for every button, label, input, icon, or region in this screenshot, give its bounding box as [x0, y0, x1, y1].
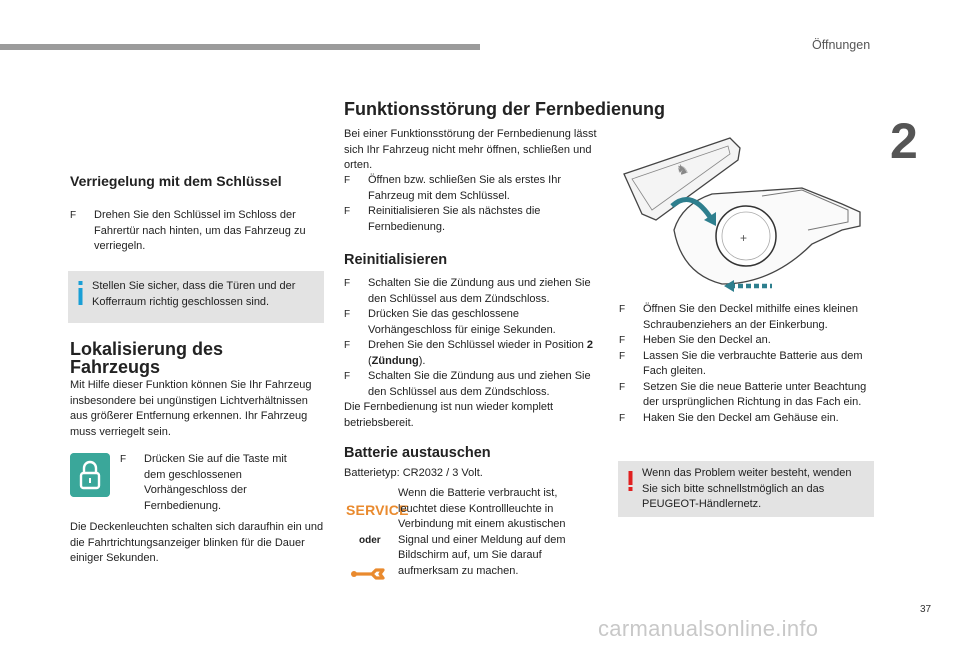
- reinit-done-text: Die Fernbedienung ist nun wieder komplett betriebsbereit.: [344, 401, 554, 429]
- battery-change-steps: [619, 302, 875, 426]
- heading-battery: Batterie austauschen: [344, 445, 491, 461]
- wrench-icon: [350, 562, 386, 582]
- lock-button-step: [120, 452, 290, 514]
- list-item: F Schalten Sie die Zündung aus und ziehen Sie den Schlüssel aus dem Zündschloss.: [344, 277, 591, 305]
- svg-text:+: +: [740, 231, 748, 245]
- fault-intro: Bei einer Funktionsstörung der Fernbedienung lässt sich Ihr Fahrzeug nicht mehr öffnen, schließen und orten.: [344, 128, 597, 171]
- warning-icon: [628, 471, 633, 491]
- list-item: F Haken Sie den Deckel am Gehäuse ein.: [619, 411, 839, 424]
- oder-label: oder: [359, 535, 381, 546]
- heading-remote-fault: Funktionsstörung der Fernbedienung: [344, 99, 665, 119]
- info-box: [68, 271, 324, 323]
- padlock-closed-icon: [70, 453, 110, 497]
- chapter-number: 2: [890, 113, 918, 169]
- key-lock-step: [70, 208, 326, 255]
- key-battery-illustration: [612, 134, 862, 298]
- lights-text: Die Deckenleuchten schalten sich daraufhin ein und die Fahrtrichtungsanzeiger blinken für die Dauer einiger Sekunden.: [70, 521, 324, 564]
- info-text: Stellen Sie sicher, dass die Türen und der Kofferraum richtig geschlossen sind.: [92, 280, 296, 308]
- battery-type: Batterietyp: CR2032 / 3 Volt.: [344, 467, 483, 479]
- list-item: F Drücken Sie auf die Taste mit dem geschlossenen Vorhängeschloss der Fernbedienung.: [120, 453, 287, 512]
- header-rule: [0, 44, 480, 50]
- list-item: F Reinitialisieren Sie als nächstes die Fernbedienung.: [344, 205, 541, 233]
- list-item: F Schalten Sie die Zündung aus und ziehen Sie den Schlüssel aus dem Zündschloss.: [344, 370, 591, 398]
- warning-text: Wenn das Problem weiter besteht, wenden Sie sich bitte schnellstmöglich an das PEUGEOT-Händlernetz.: [642, 467, 852, 510]
- heading-locate: Lokalisierung des Fahrzeugs: [70, 339, 224, 377]
- watermark: carmanualsonline.info: [598, 616, 819, 641]
- list-item: F Lassen Sie die verbrauchte Batterie aus dem Fach gleiten.: [619, 349, 863, 377]
- list-item: F Drücken Sie das geschlossene Vorhängeschloss für einige Sekunden.: [344, 308, 556, 336]
- heading-key-lock: Verriegelung mit dem Schlüssel: [70, 173, 282, 189]
- list-item: F Setzen Sie die neue Batterie unter Beachtung der ursprünglichen Richtung in das Fach ein.: [619, 380, 867, 408]
- list-item: F Heben Sie den Deckel an.: [619, 334, 771, 346]
- info-icon: [78, 281, 83, 305]
- list-item: F Drehen Sie den Schlüssel im Schloss der Fahrertür nach hinten, um das Fahrzeug zu verriegeln.: [70, 209, 306, 252]
- svg-text:♞: ♞: [673, 159, 691, 179]
- locate-text: Mit Hilfe dieser Funktion können Sie Ihr Fahrzeug insbesondere bei ungünstigen Lichtverhältnissen aus größerer Entfernung erkennen. Ihr Fahrzeug muss verriegelt sein.: [70, 379, 312, 438]
- fault-steps: [344, 173, 600, 235]
- warning-box: [618, 461, 874, 517]
- list-item: F Drehen Sie den Schlüssel wieder in Position 2 (Zündung).: [344, 339, 594, 367]
- battery-warning-text: Wenn die Batterie verbraucht ist, leuchtet diese Kontrollleuchte in Verbindung mit einem akustischen Signal und einer Meldung auf dem Bildschirm auf, um Sie darauf aufmerksam zu machen.: [398, 487, 566, 577]
- list-item: F Öffnen bzw. schließen Sie als erstes Ihr Fahrzeug mit dem Schlüssel.: [344, 174, 561, 202]
- service-warning-icon: SERVICE: [346, 502, 409, 518]
- heading-reinit: Reinitialisieren: [344, 252, 448, 268]
- section-title: Öffnungen: [812, 38, 871, 52]
- reinit-steps: [344, 276, 600, 431]
- page-number: 37: [920, 604, 932, 615]
- list-item: F Öffnen Sie den Deckel mithilfe eines kleinen Schraubenziehers an der Einkerbung.: [619, 303, 859, 331]
